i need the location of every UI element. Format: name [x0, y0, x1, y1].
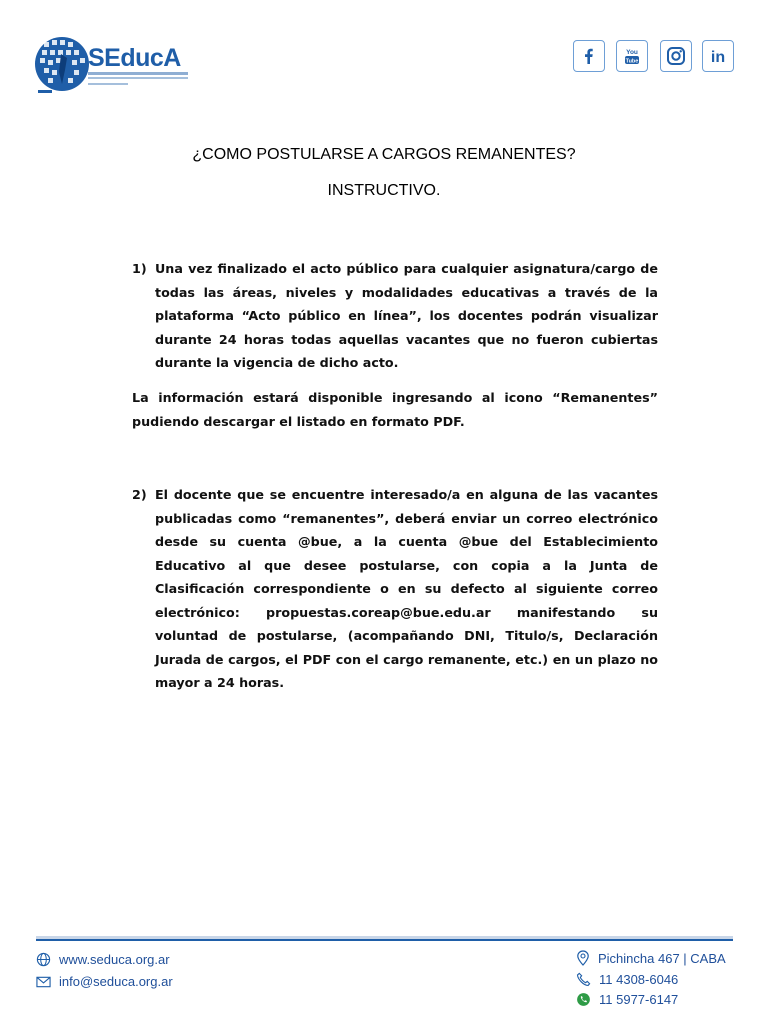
logo-subtitle-line: [88, 83, 128, 85]
whatsapp-text[interactable]: 11 5977-6147: [599, 992, 679, 1007]
info-paragraph: La información estará disponible ingresando al icono “Remanentes” pudiendo descargar el listado en formato PDF.: [132, 390, 658, 429]
website-link[interactable]: www.seduca.org.ar: [59, 952, 170, 967]
svg-text:in: in: [710, 49, 726, 66]
location-pin-icon: [576, 950, 590, 966]
logo-wordmark: SEducA: [88, 44, 181, 72]
email-link[interactable]: info@seduca.org.ar: [59, 974, 173, 989]
phone-text[interactable]: 11 4308-6046: [599, 972, 679, 987]
seduca-logo[interactable]: [34, 28, 204, 108]
footer-address: [576, 950, 726, 966]
svg-text:Tube: Tube: [625, 58, 639, 65]
list-item: [132, 257, 658, 375]
list-item-text: El docente que se encuentre interesado/a en alguna de las vacantes publicadas como “remanentes”, deberá enviar un correo electrónico desde su cuenta @bue, a la cuenta @bue del Establecimiento Educativo al que desee postularse, con copia a la Junta de Clasificación correspondiente o en su defecto al siguiente correo electrónico: propuestas.coreap@bue.edu.ar manifestando su voluntad de postularse, (acompañando DNI, Titulo/s, Declaración Jurada de cargos, el PDF con el cargo remanente, etc.) en un plazo no mayor a 24 horas.: [155, 487, 658, 690]
svg-text:You: You: [626, 49, 638, 56]
footer-divider: [36, 939, 733, 941]
footer-phone[interactable]: [576, 972, 678, 987]
list-item-number: 1): [132, 261, 147, 276]
globe-logo-icon: [34, 28, 94, 106]
footer-whatsapp[interactable]: [576, 992, 678, 1007]
list-item-text: Una vez finalizado el acto público para cualquier asignatura/cargo de todas las áreas, niveles y modalidades educativas a través de la plataforma “Acto público en línea”, los docentes podrán visualizar durante 24 horas todas aquellas vacantes que no fueron cubiertas durante la vigencia de dicho acto.: [155, 261, 658, 370]
linkedin-icon[interactable]: [702, 40, 734, 72]
whatsapp-icon: [576, 992, 591, 1007]
list-item: [132, 483, 658, 695]
phone-icon: [576, 972, 591, 987]
list-item-number: 2): [132, 487, 147, 502]
footer-website[interactable]: [36, 952, 170, 967]
facebook-icon[interactable]: [573, 40, 605, 72]
mail-icon: [36, 976, 51, 988]
address-text: Pichincha 467 | CABA: [598, 950, 726, 966]
instagram-icon[interactable]: [660, 40, 692, 72]
document-subtitle: INSTRUCTIVO.: [327, 182, 441, 199]
youtube-icon[interactable]: [616, 40, 648, 72]
logo-subtitle-line: [88, 77, 188, 79]
globe-icon: [36, 952, 51, 967]
footer-email[interactable]: [36, 974, 173, 989]
page-header: [0, 0, 768, 110]
document-title: ¿COMO POSTULARSE A CARGOS REMANENTES?: [192, 146, 576, 163]
logo-subtitle-line: [88, 72, 188, 75]
